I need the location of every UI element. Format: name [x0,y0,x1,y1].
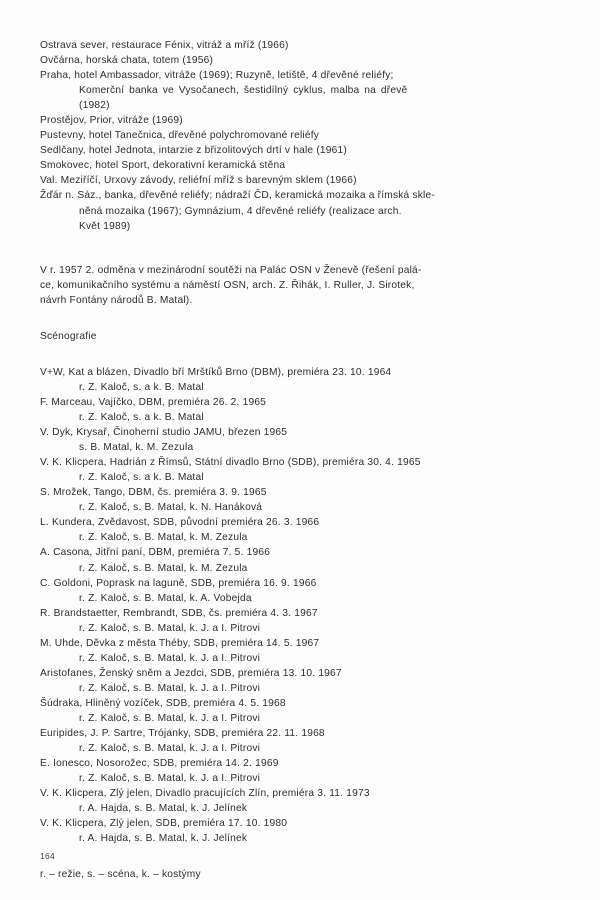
award-paragraph [40,263,540,308]
realization-entry [40,173,540,188]
scenography-credit: r. Z. Kaloč, s. B. Matal, k. J. a I. Pitrovi [79,652,261,664]
page-content [40,38,540,882]
scenography-entry [40,756,540,786]
scenography-credit: r. Z. Kaloč, s. a k. B. Matal [79,381,204,393]
scenography-work: S. Mrožek, Tango, DBM, čs. premiéra 3. 9. 1965 [40,487,267,499]
realization-line: (1982) [79,100,110,112]
realization-line: něná mozaika (1967); Gymnázium, 4 dřevěné reliéfy (realizace arch. [79,205,402,217]
scenography-work: F. Marceau, Vajíčko, DBM, premiéra 26. 2. 1965 [40,396,267,408]
scenography-work: Euripides, J. P. Sartre, Trójanky, SDB, premiéra 22. 11. 1968 [40,728,325,740]
realizations-list [40,38,540,234]
scenography-entry [40,515,540,545]
realization-line: Praha, hotel Ambassador, vitráže (1969); Ruzyně, letiště, 4 dřevěné reliéfy; [40,70,394,82]
scenography-credit: r. A. Hajda, s. B. Matal, k. J. Jelínek [79,803,248,815]
scenography-work: V. K. Klicpera, Hadrián z Římsů, Státní divadlo Brno (SDB), premiéra 30. 4. 1965 [40,457,421,469]
scenography-work: Šúdraka, Hliněný vozíček, SDB, premiéra 4. 5. 1968 [40,697,286,709]
scenography-work: R. Brandstaetter, Rembrandt, SDB, čs. premiéra 4. 3. 1967 [40,607,318,619]
realization-line: Ostrava sever, restaurace Fénix, vitráž a mříž (1966) [40,40,289,51]
scenography-credit: s. B. Matal, k. M. Zezula [79,442,194,454]
scenography-entry [40,365,540,395]
realization-entry [40,128,540,143]
scenography-entry [40,786,540,816]
scenography-work: E. Ionesco, Nosorožec, SDB, premiéra 14. 2. 1969 [40,758,279,770]
scenography-entry [40,636,540,666]
scenography-list [40,365,540,847]
realization-entry [40,113,540,128]
spacer [40,846,540,867]
award-paragraph-line: návrh Fontány národů B. Matal). [40,294,193,306]
scenography-credit: r. Z. Kaloč, s. a k. B. Matal [79,412,204,424]
scenography-entry [40,726,540,756]
scenography-credit: r. Z. Kaloč, s. B. Matal, k. J. a I. Pitrovi [79,622,261,634]
scenography-heading: Scénografie [40,330,97,342]
scenography-entry [40,485,540,515]
realization-line: Ovčárna, horská chata, totem (1956) [40,55,214,67]
realization-line: Sedlčany, hotel Jednota, intarzie z břizolitových drtí v hale (1961) [40,145,348,157]
realization-line: Val. Meziříčí, Urxovy závody, reliéfní mříž s barevným sklem (1966) [40,175,357,187]
scenography-credit: r. Z. Kaloč, s. B. Matal, k. J. a I. Pitrovi [79,682,261,694]
realization-line: Žďár n. Sáz., banka, dřevěné reliéfy; nádraží ČD, keramická mozaika a římská skle- [40,190,435,202]
scenography-entry [40,606,540,636]
scenography-credit: r. Z. Kaloč, s. B. Matal, k. M. Zezula [79,532,248,544]
realization-entry [40,38,540,53]
scenography-entry [40,666,540,696]
scenography-work: V. Dyk, Krysař, Činoherní studio JAMU, březen 1965 [40,427,288,439]
scenography-work: A. Casona, Jitřní paní, DBM, premiéra 7. 5. 1966 [40,547,271,559]
scenography-entry [40,545,540,575]
scenography-credit: r. Z. Kaloč, s. B. Matal, k. J. a I. Pitrovi [79,773,261,785]
realization-line: Komerční banka ve Vysočanech, šestidílný cyklus, malba na dřevě [79,85,408,97]
award-paragraph-line: ce, komunikačního systému a náměstí OSN, arch. Z. Řihák, I. Ruller, J. Sirotek, [40,279,415,291]
scenography-work: V+W, Kat a blázen, Divadlo bří Mrštíků Brno (DBM), premiéra 23. 10. 1964 [40,366,392,378]
realization-entry [40,53,540,68]
scenography-entry [40,816,540,846]
scenography-work: M. Uhde, Děvka z města Théby, SDB, premiéra 14. 5. 1967 [40,637,320,649]
realization-entry [40,188,540,233]
scenography-work: C. Goldoni, Poprask na laguně, SDB, premiéra 16. 9. 1966 [40,577,317,589]
realization-line: Pustevny, hotel Tanečnica, dřevěné polychromované reliéfy [40,130,320,142]
scenography-entry [40,455,540,485]
scenography-credit: r. Z. Kaloč, s. B. Matal, k. J. a I. Pitrovi [79,743,261,755]
scenography-entry [40,576,540,606]
page-number: 164 [40,851,55,861]
realization-entry [40,68,540,113]
scenography-credit: r. A. Hajda, s. B. Matal, k. J. Jelínek [79,833,248,845]
realization-line: Květ 1989) [79,220,131,232]
realization-entry [40,143,540,158]
award-paragraph-line: V r. 1957 2. odměna v mezinárodní soutěži na Palác OSN v Ženevě (řešení palá- [40,264,422,276]
scenography-work: V. K. Klicpera, Zlý jelen, SDB, premiéra 17. 10. 1980 [40,818,288,830]
scenography-credit: r. Z. Kaloč, s. B. Matal, k. A. Vobejda [79,592,252,604]
scenography-work: V. K. Klicpera, Zlý jelen, Divadlo pracujících Zlín, premiéra 3. 11. 1973 [40,788,370,800]
spacer [40,344,540,365]
scenography-entry [40,696,540,726]
scenography-work: L. Kundera, Zvědavost, SDB, původní premiéra 26. 3. 1966 [40,517,320,529]
spacer [40,308,540,329]
scenography-entry [40,425,540,455]
realization-line: Prostějov, Prior, vitráže (1969) [40,115,183,127]
spacer [40,234,540,263]
scenography-credit: r. Z. Kaloč, s. B. Matal, k. J. a I. Pitrovi [79,712,261,724]
realization-line: Smokovec, hotel Sport, dekorativní keramická stěna [40,160,286,172]
scenography-credit: r. Z. Kaloč, s. B. Matal, k. N. Hanáková [79,502,263,514]
realization-entry [40,158,540,173]
scenography-work: Aristofanes, Ženský sněm a Jezdci, SDB, premiéra 13. 10. 1967 [40,667,342,679]
scenography-credit: r. Z. Kaloč, s. a k. B. Matal [79,472,204,484]
scenography-credit: r. Z. Kaloč, s. B. Matal, k. M. Zezula [79,562,248,574]
scenography-entry [40,395,540,425]
abbreviation-legend: r. – režie, s. – scéna, k. – kostýmy [40,869,201,881]
